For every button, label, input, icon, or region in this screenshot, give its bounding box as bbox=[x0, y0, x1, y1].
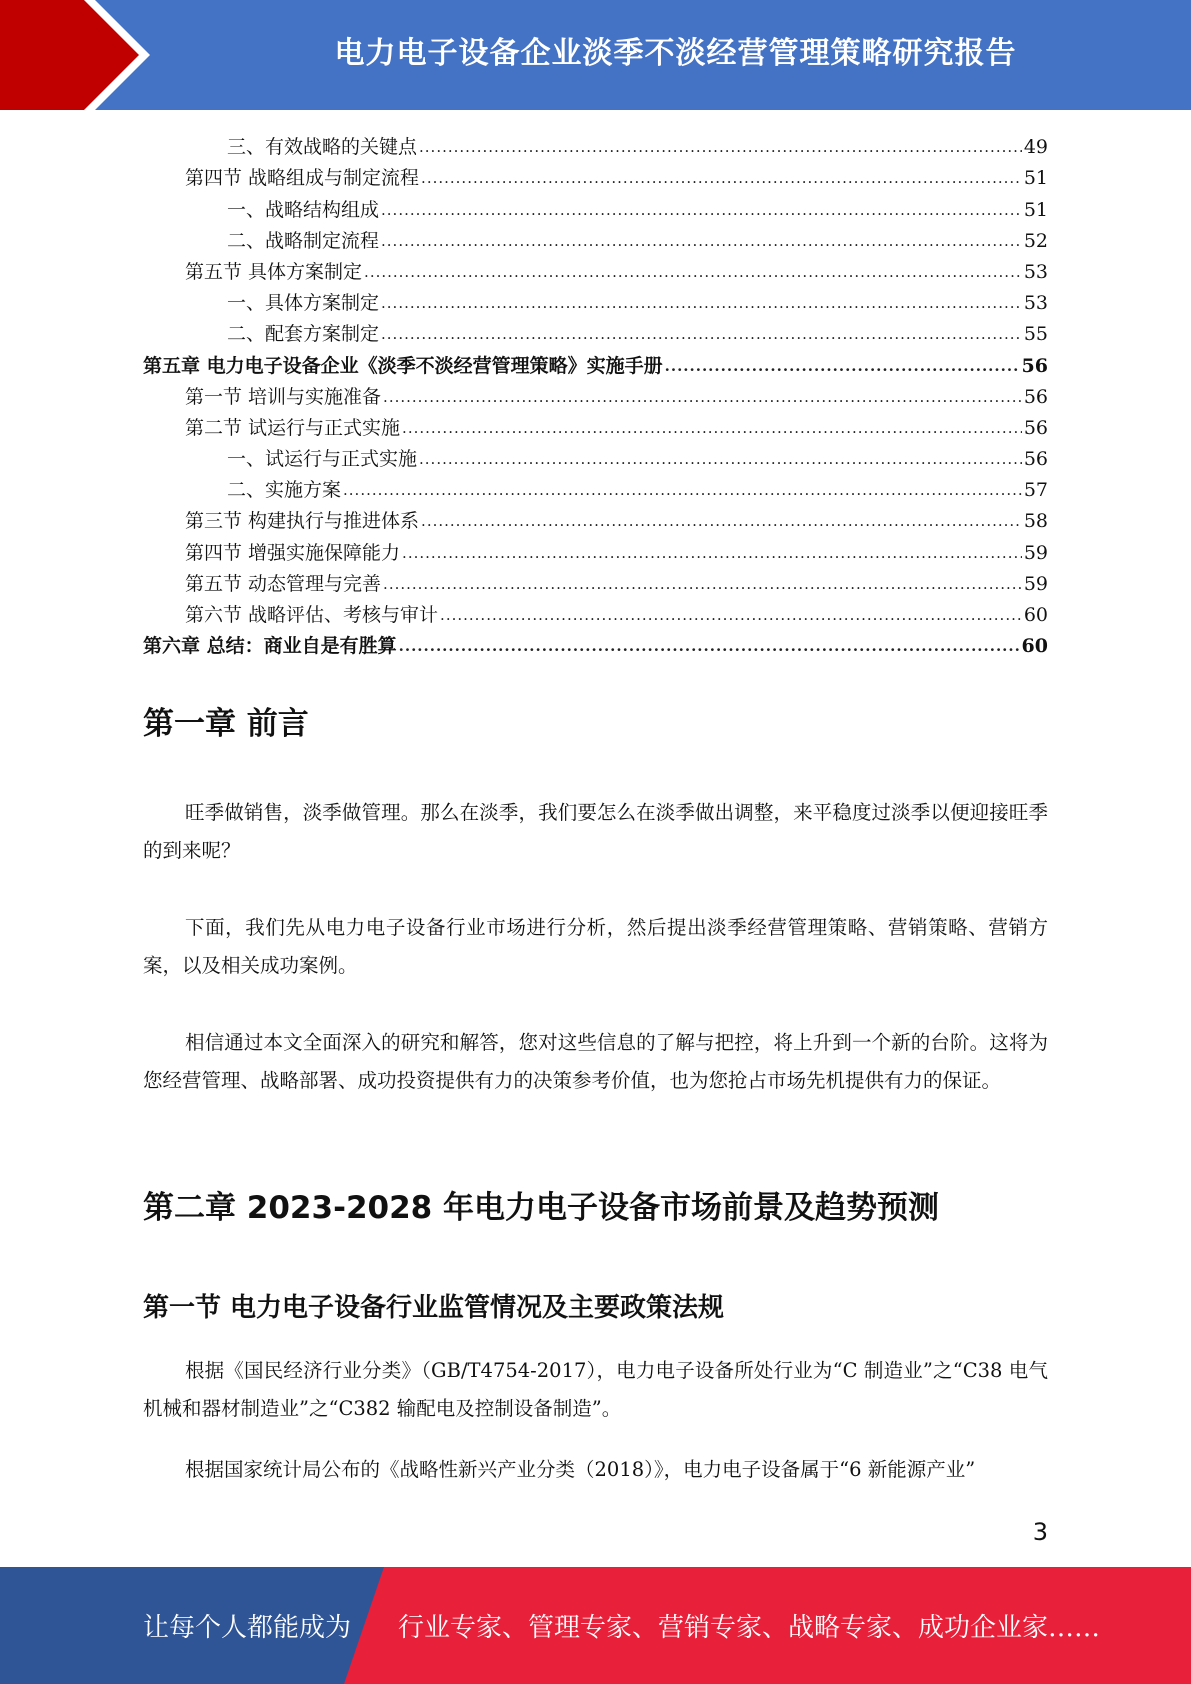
header-band bbox=[0, 0, 1191, 110]
toc-entry-title: 第五节 具体方案制定 bbox=[185, 260, 363, 283]
toc-dot-leader bbox=[421, 166, 1022, 190]
toc-dot-leader bbox=[440, 603, 1022, 627]
toc-entry-title: 第六章 总结：商业自是有胜算 bbox=[143, 635, 397, 658]
toc-entry-title: 第五节 动态管理与完善 bbox=[185, 572, 382, 595]
toc-entry-title: 第六节 战略评估、考核与审计 bbox=[185, 604, 439, 626]
toc-entry[interactable] bbox=[143, 346, 1048, 377]
toc-entry[interactable] bbox=[143, 315, 1048, 346]
toc-dot-leader bbox=[665, 354, 1020, 378]
toc-entry-page: 56 bbox=[1023, 448, 1048, 471]
table-of-contents bbox=[143, 128, 1048, 658]
section-1-paragraph: 根据国家统计局公布的《战略性新兴产业分类（2018）》，电力电子设备属于“6 新能源产业” bbox=[185, 1458, 976, 1481]
toc-entry-page: 60 bbox=[1023, 604, 1048, 626]
report-title: 电力电子设备企业淡季不淡经营管理策略研究报告 bbox=[334, 36, 1017, 71]
toc-entry[interactable] bbox=[143, 471, 1048, 502]
toc-dot-leader bbox=[383, 572, 1022, 596]
toc-entry-page: 53 bbox=[1023, 292, 1048, 315]
toc-entry-title: 二、战略制定流程 bbox=[227, 229, 380, 252]
toc-dot-leader bbox=[381, 291, 1022, 315]
toc-entry[interactable] bbox=[143, 378, 1048, 409]
toc-entry[interactable] bbox=[143, 533, 1048, 564]
chapter-2-heading: 第二章 2023-2028 年电力电子设备市场前景及趋势预测 bbox=[143, 1190, 940, 1226]
toc-dot-leader bbox=[381, 322, 1022, 346]
toc-entry[interactable] bbox=[143, 284, 1048, 315]
toc-entry-title: 二、实施方案 bbox=[227, 479, 342, 502]
toc-entry-page: 58 bbox=[1023, 510, 1048, 533]
section-1-heading: 第一节 电力电子设备行业监管情况及主要政策法规 bbox=[143, 1293, 725, 1323]
toc-dot-leader bbox=[419, 135, 1022, 159]
toc-entry[interactable] bbox=[143, 502, 1048, 533]
toc-dot-leader bbox=[383, 385, 1022, 409]
toc-entry-page: 59 bbox=[1023, 572, 1048, 595]
toc-entry-title: 第二节 试运行与正式实施 bbox=[185, 416, 401, 439]
toc-entry-page: 52 bbox=[1023, 229, 1048, 252]
toc-dot-leader bbox=[343, 478, 1022, 502]
toc-dot-leader bbox=[419, 447, 1022, 471]
footer-slogan-left: 让每个人都能成为 bbox=[143, 1613, 352, 1643]
page-number: 3 bbox=[1032, 1518, 1048, 1546]
section-1-paragraph: 根据《国民经济行业分类》（GB/T4754-2017），电力电子设备所处行业为“C 制造业”之“C38 电气机械和器材制造业”之“C382 输配电及控制设备制造”。 bbox=[143, 1359, 1048, 1420]
toc-entry-page: 57 bbox=[1023, 479, 1048, 502]
footer-slogan-right: 行业专家、管理专家、营销专家、战略专家、成功企业家…… bbox=[398, 1613, 1101, 1643]
toc-entry-page: 59 bbox=[1023, 541, 1048, 564]
toc-entry[interactable] bbox=[143, 190, 1048, 221]
toc-entry-title: 第三节 构建执行与推进体系 bbox=[185, 510, 420, 533]
toc-entry-page: 49 bbox=[1023, 136, 1048, 159]
toc-entry-title: 第一节 培训与实施准备 bbox=[185, 385, 382, 408]
toc-entry[interactable] bbox=[143, 253, 1048, 284]
toc-entry-title: 第四节 增强实施保障能力 bbox=[185, 541, 401, 564]
toc-dot-leader bbox=[364, 260, 1022, 284]
toc-dot-leader bbox=[402, 416, 1022, 440]
toc-entry-page: 56 bbox=[1021, 354, 1048, 377]
toc-entry-title: 一、战略结构组成 bbox=[227, 198, 380, 221]
toc-entry[interactable] bbox=[143, 596, 1048, 627]
toc-entry[interactable] bbox=[143, 159, 1048, 190]
toc-entry[interactable] bbox=[143, 565, 1048, 596]
toc-entry-page: 55 bbox=[1023, 323, 1048, 346]
toc-entry[interactable] bbox=[143, 128, 1048, 159]
toc-entry[interactable] bbox=[143, 409, 1048, 440]
toc-dot-leader bbox=[421, 509, 1022, 533]
toc-dot-leader bbox=[381, 229, 1022, 253]
toc-entry-page: 53 bbox=[1023, 260, 1048, 283]
toc-entry-title: 第五章 电力电子设备企业《淡季不淡经营管理策略》实施手册 bbox=[143, 354, 663, 377]
toc-entry-title: 三、有效战略的关键点 bbox=[227, 136, 418, 159]
toc-entry-page: 51 bbox=[1023, 198, 1048, 221]
chapter-1-paragraph: 相信通过本文全面深入的研究和解答，您对这些信息的了解与把控，将上升到一个新的台阶。这将为您经营管理、战略部署、成功投资提供有力的决策参考价值，也为您抢占市场先机提供有力的保证。 bbox=[143, 1031, 1048, 1092]
toc-entry-title: 一、具体方案制定 bbox=[227, 292, 380, 315]
chapter-1-heading: 第一章 前言 bbox=[143, 706, 309, 742]
toc-entry-page: 56 bbox=[1023, 385, 1048, 408]
toc-dot-leader bbox=[381, 198, 1022, 222]
toc-entry[interactable] bbox=[143, 440, 1048, 471]
toc-entry-page: 51 bbox=[1023, 167, 1048, 190]
toc-entry-page: 56 bbox=[1023, 416, 1048, 439]
toc-entry[interactable] bbox=[143, 627, 1048, 658]
footer-band bbox=[0, 1567, 1191, 1684]
toc-entry-page: 60 bbox=[1021, 635, 1048, 658]
toc-dot-leader bbox=[402, 541, 1022, 565]
toc-entry-title: 一、试运行与正式实施 bbox=[227, 448, 418, 471]
chapter-1-paragraph: 旺季做销售，淡季做管理。那么在淡季，我们要怎么在淡季做出调整，来平稳度过淡季以便迎接旺季的到来呢？ bbox=[143, 801, 1048, 862]
toc-entry[interactable] bbox=[143, 222, 1048, 253]
toc-entry-title: 第四节 战略组成与制定流程 bbox=[185, 167, 420, 190]
chapter-1-paragraph: 下面，我们先从电力电子设备行业市场进行分析，然后提出淡季经营管理策略、营销策略、营销方案，以及相关成功案例。 bbox=[143, 916, 1048, 977]
toc-entry-title: 二、配套方案制定 bbox=[227, 323, 380, 346]
toc-dot-leader bbox=[399, 634, 1020, 658]
header-chevron-graphic bbox=[0, 0, 160, 110]
